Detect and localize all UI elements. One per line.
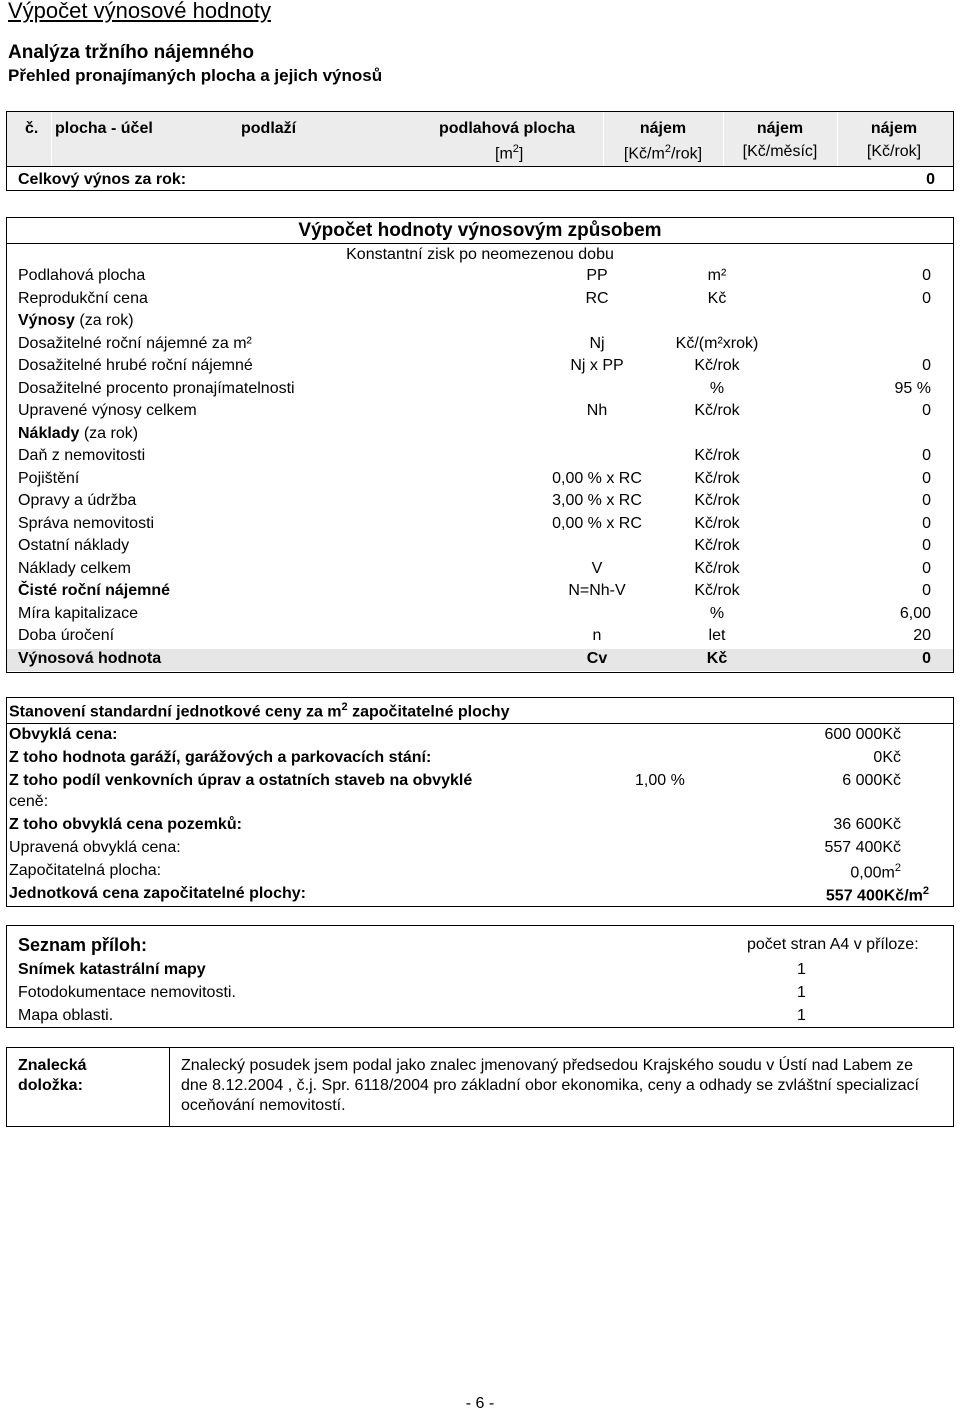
expert-clause-table bbox=[6, 1047, 954, 1127]
col-area-unit: $[m^2]$ bbox=[495, 143, 524, 163]
valuation-row-value: 0 bbox=[922, 267, 931, 284]
valuation-row-unit: Kč/rok bbox=[694, 357, 740, 374]
col-rent1-unit: $[Kč/m^2/rok]$ bbox=[623, 143, 703, 163]
valuation-row bbox=[7, 581, 953, 603]
valuation-row-label: Náklady (za rok) bbox=[18, 424, 139, 442]
valuation-row-unit: Kč/rok bbox=[694, 469, 740, 487]
valuation-row-label: Dosažitelné procento pronajímatelnosti bbox=[18, 379, 295, 397]
page-number: - 6 - bbox=[465, 1395, 495, 1412]
valuation-row-label: Daň z nemovitosti bbox=[18, 447, 146, 464]
usual-price-value: 600 000Kč bbox=[824, 726, 901, 743]
valuation-row-unit: Kč/rok bbox=[694, 492, 740, 509]
expert-clause-label: Znalecká doložka: bbox=[18, 1057, 87, 1094]
valuation-row bbox=[7, 446, 953, 468]
valuation-row-symbol: Nh bbox=[586, 402, 608, 419]
valuation-row-symbol: n bbox=[592, 627, 602, 644]
garage-value-label: Z toho hodnota garáží, garážových a parkovacích stání: bbox=[9, 749, 432, 766]
income-valuation-table bbox=[6, 217, 954, 673]
outdoor-share-label: Z toho podíl venkovních úprav a ostatních staveb na obvyklé bbox=[9, 772, 473, 789]
valuation-row-label: Dosažitelné roční nájemné za m² bbox=[18, 334, 252, 352]
valuation-row-label: Reprodukční cena bbox=[18, 289, 148, 307]
valuation-row-unit: let bbox=[708, 627, 726, 644]
valuation-row-value: 20 bbox=[913, 627, 931, 644]
countable-area-label: Započitatelná plocha: bbox=[9, 862, 162, 879]
valuation-row-value: 0 bbox=[922, 514, 931, 532]
valuation-row-label: Podlahová plocha bbox=[18, 267, 146, 284]
section-title: Analýza tržního nájemného bbox=[8, 42, 254, 63]
attachment-pages: 1 bbox=[797, 1007, 806, 1024]
valuation-row-label: Míra kapitalizace bbox=[18, 604, 139, 622]
valuation-row bbox=[7, 311, 953, 333]
valuation-row-unit: Kč bbox=[707, 289, 727, 307]
garage-value: 0Kč bbox=[873, 749, 901, 766]
total-income-value: 0 bbox=[926, 171, 935, 188]
rental-overview-table bbox=[6, 111, 954, 191]
valuation-row-value: 0 bbox=[922, 582, 931, 599]
section-subtitle: Přehled pronajímaných plocha a jejich výnosů bbox=[8, 66, 383, 85]
valuation-row-symbol: Nj bbox=[589, 334, 605, 352]
valuation-row-unit: m² bbox=[707, 267, 727, 284]
attachments-table bbox=[6, 925, 954, 1028]
unit-price-table bbox=[6, 697, 954, 907]
valuation-row-label: Upravené výnosy celkem bbox=[18, 402, 197, 419]
land-price-value: 36 600Kč bbox=[833, 816, 901, 833]
valuation-row-unit: Kč/rok bbox=[694, 514, 740, 532]
valuation-row-unit: Kč/rok bbox=[694, 402, 740, 419]
attachments-pages-heading: počet stran A4 v příloze: bbox=[747, 936, 919, 953]
col-rent2-header: nájem bbox=[756, 120, 804, 137]
outdoor-share-label-cont: ceně: bbox=[9, 793, 49, 810]
valuation-row-unit: Kč bbox=[706, 649, 728, 667]
valuation-row bbox=[7, 469, 953, 491]
valuation-row bbox=[7, 559, 953, 581]
col-use-header: plocha - účel bbox=[55, 120, 153, 137]
attachment-item: Mapa oblasti. bbox=[18, 1007, 114, 1024]
valuation-row-label: Ostatní náklady bbox=[18, 537, 130, 554]
valuation-row bbox=[7, 424, 953, 446]
valuation-row-label: Čisté roční nájemné bbox=[18, 582, 171, 599]
valuation-row bbox=[7, 334, 953, 356]
valuation-row-symbol: N=Nh-V bbox=[568, 582, 626, 599]
valuation-row-symbol: 3,00 % x RC bbox=[552, 492, 642, 509]
valuation-row-value: 0 bbox=[922, 537, 931, 554]
land-price-label: Z toho obvyklá cena pozemků: bbox=[9, 816, 242, 833]
income-valuation-heading: Výpočet hodnoty výnosovým způsobem bbox=[298, 220, 662, 241]
valuation-row-value: 0 bbox=[922, 469, 931, 487]
adjusted-price-value: 557 400Kč bbox=[824, 839, 901, 856]
valuation-row-value: 0 bbox=[922, 559, 931, 577]
unit-price-label: Jednotková cena započitatelné plochy: bbox=[9, 885, 306, 902]
valuation-row bbox=[7, 266, 953, 288]
valuation-row-unit: % bbox=[709, 604, 725, 622]
attachment-item: Snímek katastrální mapy bbox=[18, 961, 206, 978]
valuation-row-label: Opravy a údržba bbox=[18, 492, 137, 509]
outdoor-share-value: 6 000Kč bbox=[842, 772, 901, 789]
valuation-row-value: 0 bbox=[922, 492, 931, 509]
valuation-row-label: Správa nemovitosti bbox=[18, 514, 155, 532]
col-floor-header: podlaží bbox=[241, 120, 297, 137]
valuation-row-value: 0 bbox=[922, 447, 931, 464]
outdoor-share-percent: 1,00 % bbox=[635, 772, 685, 789]
valuation-row-unit: % bbox=[709, 379, 725, 397]
attachments-heading: Seznam příloh: bbox=[18, 935, 148, 955]
attachment-pages: 1 bbox=[797, 984, 806, 1001]
countable-area-value: $0,00m^2$ bbox=[850, 862, 901, 882]
valuation-row-label: Doba úročení bbox=[18, 627, 115, 644]
valuation-row-value: 0 bbox=[922, 402, 931, 419]
valuation-row-unit: Kč/rok bbox=[694, 559, 740, 577]
total-income-label: Celkový výnos za rok: bbox=[18, 171, 187, 188]
valuation-row-symbol: V bbox=[591, 559, 603, 577]
valuation-row-value: 0 bbox=[922, 289, 931, 307]
valuation-row-unit: Kč/rok bbox=[694, 582, 740, 599]
valuation-row-unit: Kč/rok bbox=[694, 537, 740, 554]
col-number-header: č. bbox=[25, 120, 39, 137]
valuation-row-symbol: Cv bbox=[586, 649, 608, 667]
valuation-row-symbol: Nj x PP bbox=[570, 357, 624, 374]
valuation-row-value: 95 % bbox=[894, 379, 931, 397]
page-title: Výpočet výnosové hodnoty bbox=[8, 0, 271, 23]
income-valuation-subheading: Konstantní zisk po neomezenou dobu bbox=[346, 246, 614, 263]
attachment-pages: 1 bbox=[797, 961, 806, 978]
valuation-row-value: 6,00 bbox=[899, 604, 931, 622]
valuation-row bbox=[7, 536, 953, 558]
valuation-row bbox=[7, 289, 953, 311]
valuation-row-label: Dosažitelné hrubé roční nájemné bbox=[18, 357, 253, 374]
adjusted-price-label: Upravená obvyklá cena: bbox=[9, 839, 181, 856]
valuation-row-label-suffix: (za rok) bbox=[74, 312, 134, 329]
valuation-row-value: 0 bbox=[922, 357, 931, 374]
usual-price-label: Obvyklá cena: bbox=[9, 726, 118, 743]
col-rent3-header: nájem bbox=[870, 120, 918, 137]
valuation-row-unit: Kč/rok bbox=[694, 447, 740, 464]
valuation-row bbox=[7, 379, 953, 401]
unit-price-value: 557 $400Kč/m^2$ bbox=[825, 885, 929, 905]
valuation-row-symbol: 0,00 % x RC bbox=[552, 514, 642, 532]
valuation-row-label: Pojištění bbox=[18, 469, 80, 487]
col-rent3-unit: [Kč/rok] bbox=[866, 143, 922, 160]
valuation-row-symbol: PP bbox=[586, 267, 608, 284]
valuation-row-value: 0 bbox=[922, 649, 931, 667]
valuation-row bbox=[7, 649, 953, 671]
valuation-row bbox=[7, 626, 953, 648]
col-rent1-header: nájem bbox=[639, 120, 687, 137]
valuation-row-symbol: RC bbox=[585, 289, 609, 307]
col-area-header: podlahová plocha bbox=[439, 120, 576, 137]
col-rent2-unit: [Kč/měsíc] bbox=[742, 143, 818, 160]
valuation-row bbox=[7, 491, 953, 513]
valuation-row-label: Náklady celkem bbox=[18, 559, 131, 577]
valuation-row bbox=[7, 356, 953, 378]
valuation-row bbox=[7, 401, 953, 423]
valuation-row-unit: Kč/(m²xrok) bbox=[675, 334, 759, 352]
valuation-row bbox=[7, 604, 953, 626]
unit-price-heading: Stanovení standardní jednotkové ceny za $m^2$ započitatelné plochy bbox=[9, 701, 510, 721]
expert-clause-text: Znalecký posudek jsem podal jako znalec jmenovaný předsedou Krajského soudu v Ústí nad Labem ze dne 8.12.2004 , č.j. Spr. 6118/2004 pro základní obor ekonomika, ceny a odhady se zvláštní specializací oceňování nemovitostí. bbox=[181, 1057, 919, 1114]
valuation-row-label: Výnosy (za rok) bbox=[18, 312, 134, 329]
valuation-row-symbol: 0,00 % x RC bbox=[552, 469, 642, 487]
valuation-row-label-suffix: (za rok) bbox=[79, 424, 139, 442]
attachment-item: Fotodokumentace nemovitosti. bbox=[18, 984, 236, 1001]
valuation-row bbox=[7, 514, 953, 536]
valuation-row-label: Výnosová hodnota bbox=[18, 649, 162, 667]
